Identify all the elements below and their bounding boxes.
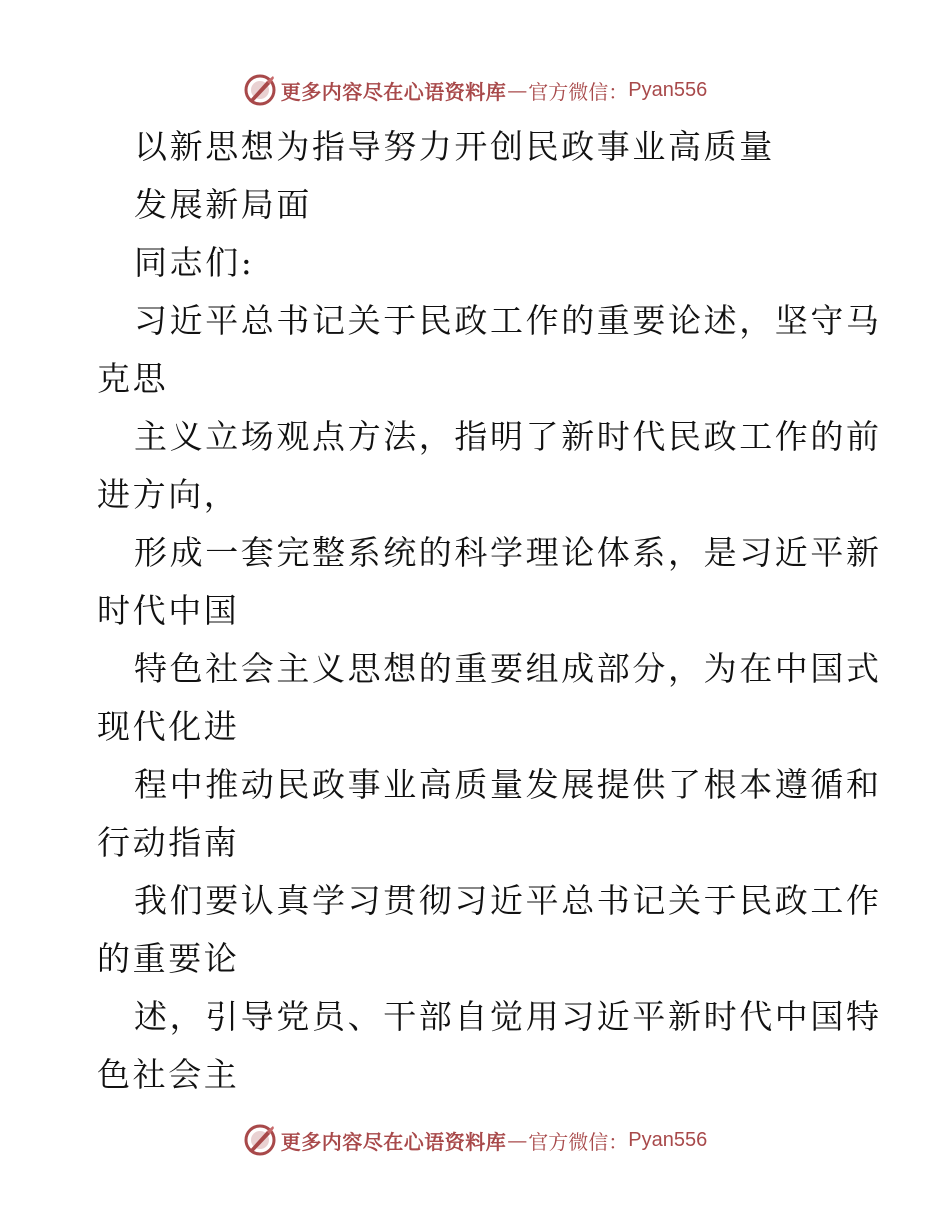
paragraph-line: 特色社会主义思想的重要组成部分，为在中国式 [134,649,882,688]
header-watermark-banner [0,70,950,110]
title-line-1: 以新思想为指导努力开创民政事业高质量 [134,127,775,166]
banner-text: 更多内容尽在心语资料库 [280,79,507,104]
banner-wechat-label: 官方微信： [528,1129,629,1154]
banner-wechat-id: Pyan556 [628,78,708,101]
paragraph-line: 现代化进 [97,707,240,746]
document-body [97,118,882,1104]
paragraph-line: 行动指南 [97,823,240,862]
footer-watermark-banner [0,1120,950,1160]
paragraph-line: 形成一套完整系统的科学理论体系，是习近平新 [134,533,882,572]
quill-pen-icon [243,1123,277,1157]
paragraph-line: 色社会主 [97,1055,240,1094]
title-line-2: 发展新局面 [134,185,312,224]
paragraph-line: 习近平总书记关于民政工作的重要论述，坚守马 [134,301,882,340]
paragraph-line: 的重要论 [97,939,240,978]
paragraph-line: 述，引导党员、干部自觉用习近平新时代中国特 [134,997,882,1036]
paragraph-line: 进方向， [97,475,240,514]
banner-wechat-id: Pyan556 [628,1128,708,1151]
paragraph-line: 主义立场观点方法，指明了新时代民政工作的前 [134,417,882,456]
paragraph-line: 我们要认真学习贯彻习近平总书记关于民政工作 [134,881,882,920]
banner-text: 更多内容尽在心语资料库 [280,1129,507,1154]
banner-wechat-label: 官方微信： [528,79,629,104]
paragraph-line: 克思 [97,359,169,398]
banner-dash: — [507,78,528,102]
quill-pen-icon [243,73,277,107]
paragraph-line: 程中推动民政事业高质量发展提供了根本遵循和 [134,765,882,804]
salutation: 同志们: [134,243,255,282]
banner-dash: — [507,1128,528,1152]
paragraph-line: 时代中国 [97,591,240,630]
